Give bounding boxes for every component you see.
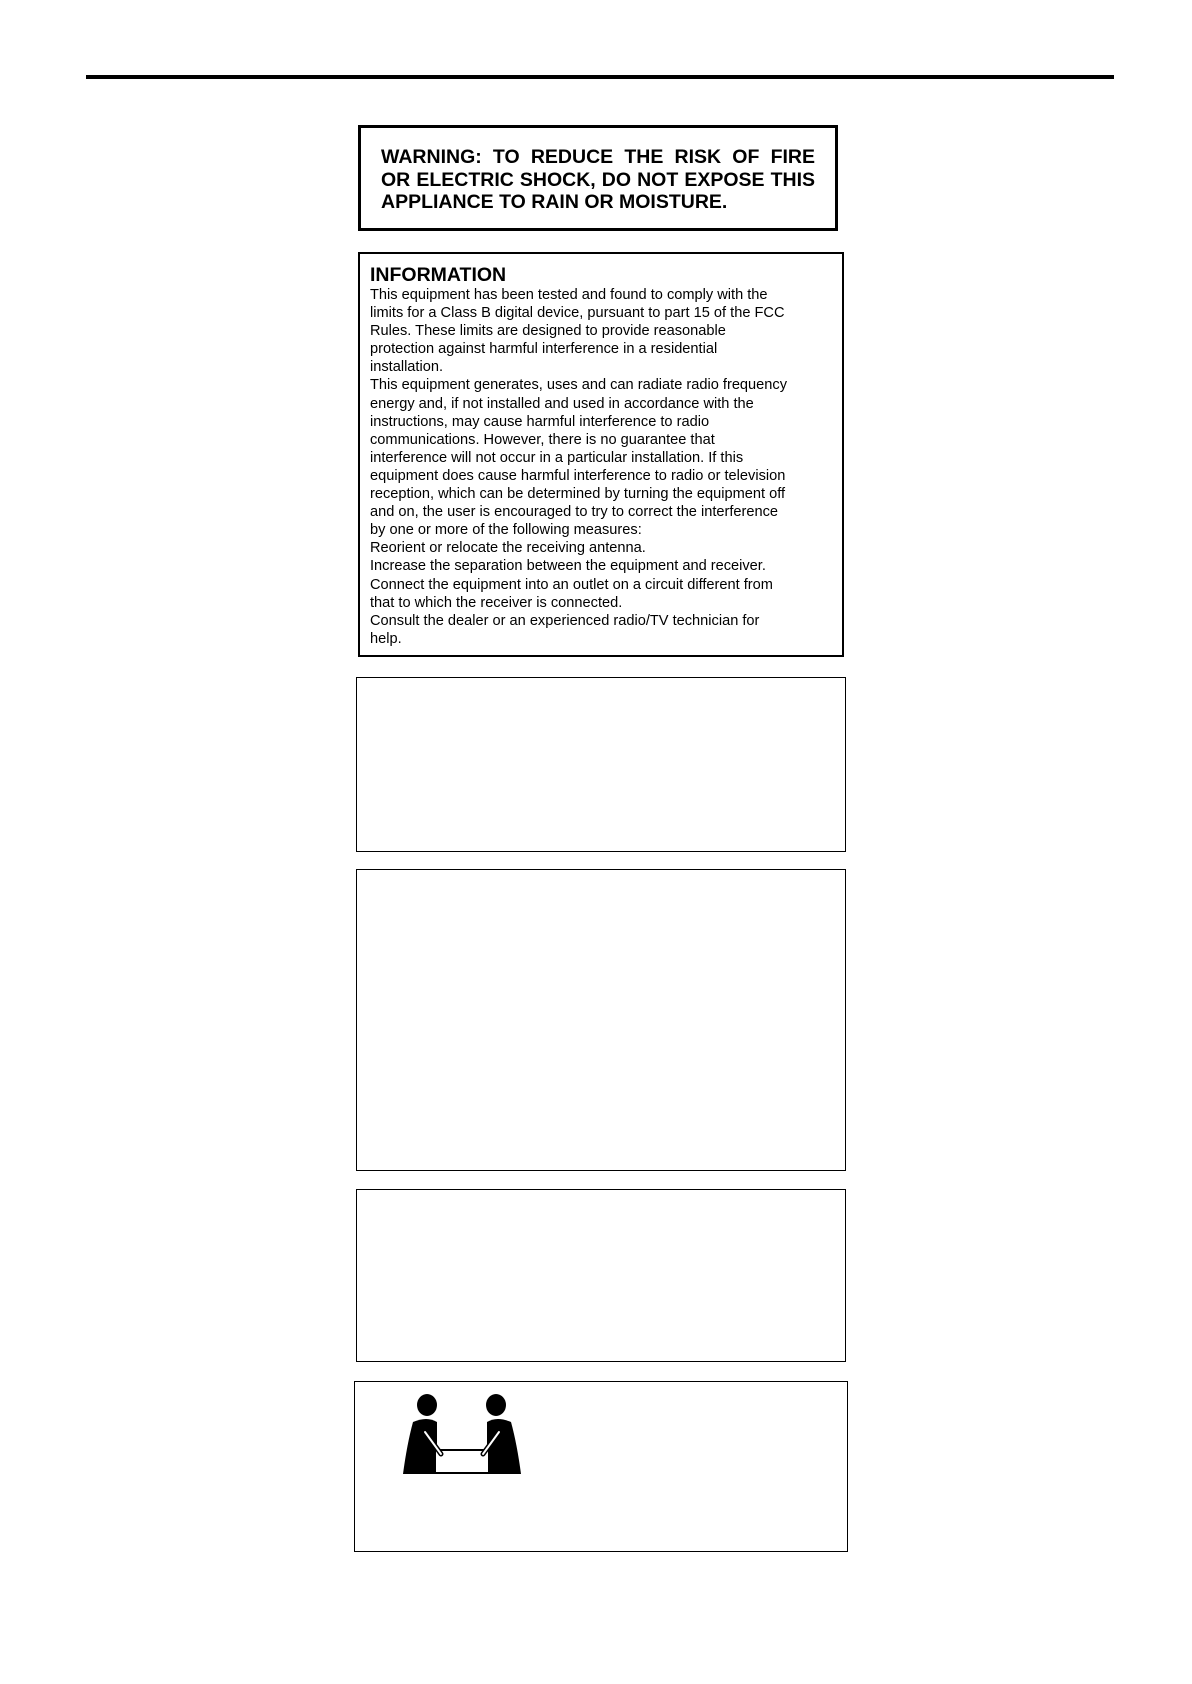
information-line: Increase the separation between the equipment and receiver. bbox=[370, 558, 766, 575]
information-line: help. bbox=[370, 630, 402, 647]
information-line: interference will not occur in a particular installation. If this bbox=[370, 449, 744, 466]
warning-text: WARNING: TO REDUCE THE RISK OF FIRE OR ELECTRIC SHOCK, DO NOT EXPOSE THIS APPLIANCE TO RAIN OR MOISTURE. bbox=[381, 146, 815, 213]
information-line: Rules. These limits are designed to provide reasonable bbox=[370, 323, 726, 340]
empty-notice-box-2 bbox=[356, 869, 846, 1171]
information-box bbox=[358, 252, 844, 657]
information-line: Consult the dealer or an experienced radio/TV technician for bbox=[370, 612, 760, 629]
information-line: installation. bbox=[370, 359, 444, 376]
information-line: reception, which can be determined by turning the equipment off bbox=[370, 486, 786, 503]
empty-notice-box-3 bbox=[356, 1189, 846, 1362]
information-line: communications. However, there is no guarantee that bbox=[370, 431, 715, 448]
two-person-lift-icon bbox=[403, 1394, 521, 1474]
warning-box bbox=[358, 125, 838, 231]
information-line: This equipment generates, uses and can radiate radio frequency bbox=[370, 377, 787, 394]
top-rule bbox=[86, 75, 1114, 79]
information-line: Connect the equipment into an outlet on a circuit different from bbox=[370, 576, 773, 593]
information-line: equipment does cause harmful interference to radio or television bbox=[370, 467, 786, 484]
information-line: by one or more of the following measures: bbox=[370, 522, 642, 539]
information-line: This equipment has been tested and found to comply with the bbox=[370, 287, 768, 303]
information-line: that to which the receiver is connected. bbox=[370, 594, 623, 611]
information-line: instructions, may cause harmful interference to radio bbox=[370, 413, 710, 430]
information-line: and on, the user is encouraged to try to correct the interference bbox=[370, 504, 779, 521]
information-line: protection against harmful interference in a residential bbox=[370, 341, 718, 358]
information-line: limits for a Class B digital device, pursuant to part 15 of the FCC bbox=[370, 305, 785, 322]
information-line: Reorient or relocate the receiving antenna. bbox=[370, 540, 646, 557]
information-title: INFORMATION bbox=[370, 264, 507, 286]
information-line: energy and, if not installed and used in accordance with the bbox=[370, 395, 754, 412]
empty-notice-box-1 bbox=[356, 677, 846, 852]
